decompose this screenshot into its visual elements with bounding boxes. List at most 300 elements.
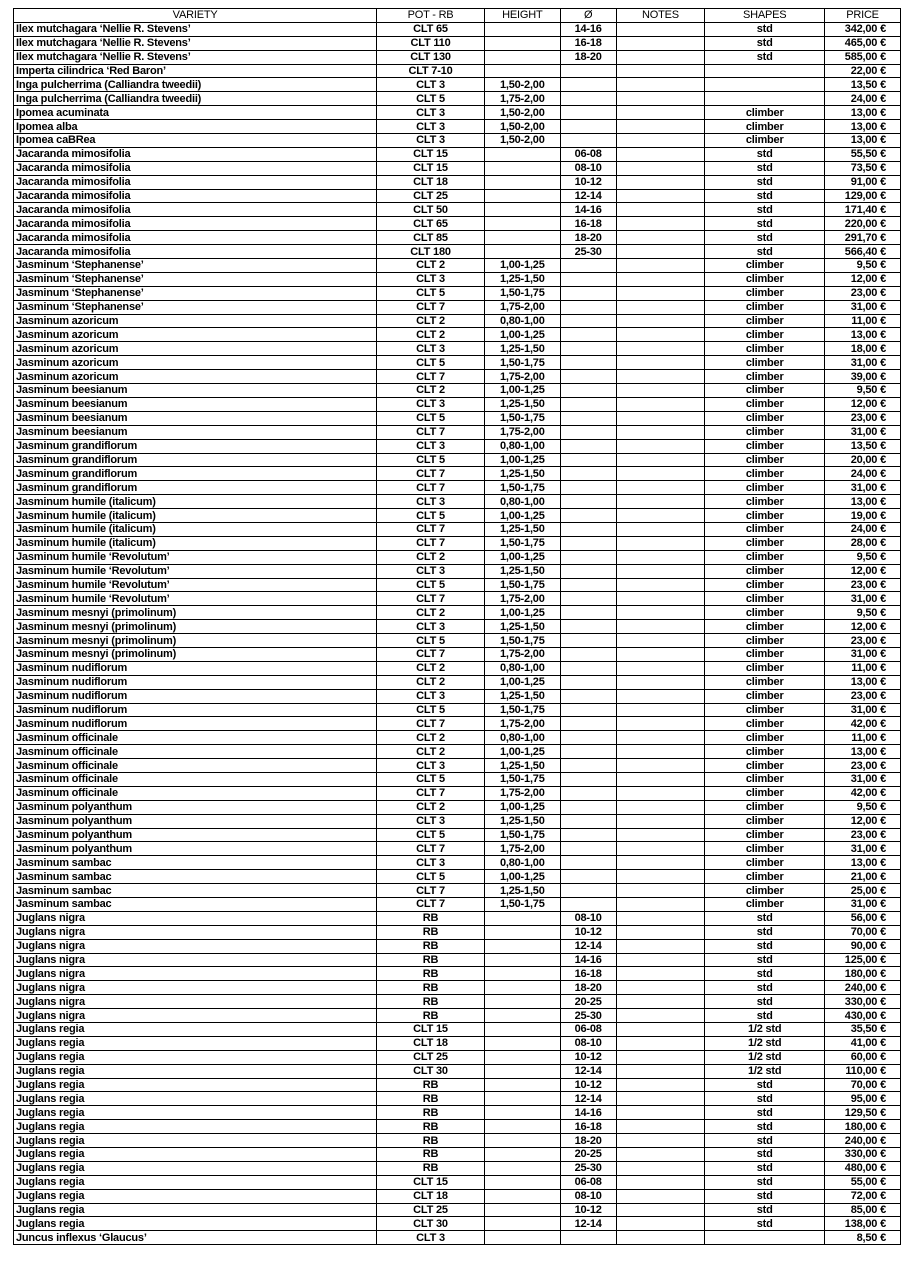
cell-variety: Jasminum ‘Stephanense’ (14, 300, 377, 314)
cell-height: 1,00-1,25 (484, 675, 560, 689)
cell-notes (616, 161, 705, 175)
cell-height: 1,00-1,25 (484, 606, 560, 620)
table-row (14, 800, 901, 814)
cell-diameter: 20-25 (560, 995, 616, 1009)
table-row (14, 536, 901, 550)
cell-height (484, 967, 560, 981)
cell-shapes: std (705, 245, 825, 259)
cell-price: 24,00 € (825, 467, 901, 481)
cell-diameter (560, 842, 616, 856)
cell-price: 480,00 € (825, 1161, 901, 1175)
cell-diameter (560, 536, 616, 550)
cell-height (484, 203, 560, 217)
table-row (14, 953, 901, 967)
cell-pot-rb: CLT 7 (377, 842, 485, 856)
cell-height (484, 911, 560, 925)
cell-variety: Juglans regia (14, 1175, 377, 1189)
cell-variety: Jacaranda mimosifolia (14, 147, 377, 161)
cell-diameter: 10-12 (560, 175, 616, 189)
table-row (14, 1161, 901, 1175)
cell-price: 35,50 € (825, 1023, 901, 1037)
cell-variety: Jacaranda mimosifolia (14, 203, 377, 217)
cell-height (484, 64, 560, 78)
cell-diameter: 14-16 (560, 203, 616, 217)
cell-notes (616, 203, 705, 217)
cell-height (484, 1120, 560, 1134)
cell-notes (616, 439, 705, 453)
cell-pot-rb: CLT 7 (377, 481, 485, 495)
cell-height: 1,25-1,50 (484, 689, 560, 703)
cell-price: 56,00 € (825, 911, 901, 925)
table-row (14, 147, 901, 161)
cell-price: 330,00 € (825, 1148, 901, 1162)
cell-variety: Jasminum nudiflorum (14, 661, 377, 675)
cell-variety: Jasminum azoricum (14, 370, 377, 384)
cell-price: 13,50 € (825, 439, 901, 453)
cell-pot-rb: CLT 2 (377, 731, 485, 745)
cell-pot-rb: CLT 3 (377, 78, 485, 92)
cell-variety: Jasminum officinale (14, 759, 377, 773)
cell-height: 1,25-1,50 (484, 467, 560, 481)
cell-notes (616, 884, 705, 898)
cell-diameter: 12-14 (560, 1064, 616, 1078)
cell-shapes: climber (705, 425, 825, 439)
cell-variety: Inga pulcherrima (Calliandra tweedii) (14, 92, 377, 106)
cell-diameter (560, 328, 616, 342)
cell-height (484, 217, 560, 231)
cell-price: 39,00 € (825, 370, 901, 384)
cell-price: 24,00 € (825, 522, 901, 536)
cell-diameter (560, 397, 616, 411)
cell-variety: Jasminum nudiflorum (14, 689, 377, 703)
cell-diameter: 25-30 (560, 1009, 616, 1023)
cell-notes (616, 286, 705, 300)
cell-shapes: climber (705, 647, 825, 661)
cell-diameter: 16-18 (560, 967, 616, 981)
table-row (14, 731, 901, 745)
cell-variety: Juglans nigra (14, 911, 377, 925)
cell-diameter (560, 592, 616, 606)
cell-pot-rb: CLT 2 (377, 550, 485, 564)
cell-variety: Juglans nigra (14, 967, 377, 981)
header-height: HEIGHT (484, 9, 560, 23)
cell-pot-rb: RB (377, 1148, 485, 1162)
cell-pot-rb: RB (377, 1009, 485, 1023)
cell-height: 0,80-1,00 (484, 439, 560, 453)
table-row (14, 786, 901, 800)
cell-pot-rb: CLT 2 (377, 259, 485, 273)
table-body (14, 22, 901, 1244)
cell-pot-rb: CLT 3 (377, 759, 485, 773)
cell-shapes: climber (705, 884, 825, 898)
cell-notes (616, 1050, 705, 1064)
cell-shapes: climber (705, 481, 825, 495)
cell-height (484, 1231, 560, 1245)
cell-height: 0,80-1,00 (484, 856, 560, 870)
table-row (14, 36, 901, 50)
cell-pot-rb: CLT 7-10 (377, 64, 485, 78)
cell-diameter: 25-30 (560, 245, 616, 259)
cell-height: 1,50-1,75 (484, 411, 560, 425)
cell-shapes: std (705, 147, 825, 161)
cell-notes (616, 550, 705, 564)
cell-variety: Juglans nigra (14, 981, 377, 995)
cell-shapes: climber (705, 842, 825, 856)
cell-pot-rb: CLT 7 (377, 425, 485, 439)
cell-height: 1,75-2,00 (484, 842, 560, 856)
cell-notes (616, 578, 705, 592)
cell-diameter (560, 300, 616, 314)
cell-diameter (560, 64, 616, 78)
cell-diameter (560, 870, 616, 884)
table-row (14, 772, 901, 786)
cell-diameter (560, 564, 616, 578)
cell-height: 1,00-1,25 (484, 259, 560, 273)
cell-variety: Juglans regia (14, 1148, 377, 1162)
cell-price: 8,50 € (825, 1231, 901, 1245)
cell-pot-rb: CLT 3 (377, 495, 485, 509)
cell-height: 1,25-1,50 (484, 814, 560, 828)
cell-height (484, 1217, 560, 1231)
table-row (14, 981, 901, 995)
cell-price: 31,00 € (825, 481, 901, 495)
cell-variety: Ipomea alba (14, 120, 377, 134)
cell-height (484, 939, 560, 953)
cell-shapes: climber (705, 439, 825, 453)
cell-shapes: climber (705, 106, 825, 120)
cell-price: 23,00 € (825, 634, 901, 648)
cell-price: 11,00 € (825, 314, 901, 328)
cell-height (484, 1161, 560, 1175)
cell-shapes: std (705, 50, 825, 64)
cell-notes (616, 911, 705, 925)
cell-shapes: 1/2 std (705, 1023, 825, 1037)
cell-pot-rb: CLT 5 (377, 870, 485, 884)
cell-price: 55,00 € (825, 1175, 901, 1189)
cell-notes (616, 1217, 705, 1231)
cell-notes (616, 106, 705, 120)
cell-diameter (560, 675, 616, 689)
cell-notes (616, 800, 705, 814)
cell-shapes: std (705, 1175, 825, 1189)
cell-height: 1,50-2,00 (484, 120, 560, 134)
cell-height (484, 1050, 560, 1064)
table-row (14, 328, 901, 342)
cell-pot-rb: CLT 5 (377, 634, 485, 648)
table-row (14, 1148, 901, 1162)
cell-shapes: climber (705, 856, 825, 870)
cell-price: 566,40 € (825, 245, 901, 259)
cell-shapes: std (705, 175, 825, 189)
cell-notes (616, 481, 705, 495)
cell-variety: Juglans regia (14, 1161, 377, 1175)
table-row (14, 578, 901, 592)
cell-variety: Jacaranda mimosifolia (14, 161, 377, 175)
cell-price: 13,00 € (825, 328, 901, 342)
table-row (14, 467, 901, 481)
cell-pot-rb: CLT 2 (377, 800, 485, 814)
cell-height: 1,00-1,25 (484, 800, 560, 814)
cell-notes (616, 1106, 705, 1120)
cell-diameter (560, 370, 616, 384)
cell-variety: Jacaranda mimosifolia (14, 231, 377, 245)
cell-shapes: climber (705, 564, 825, 578)
cell-price: 90,00 € (825, 939, 901, 953)
cell-variety: Juglans regia (14, 1217, 377, 1231)
cell-notes (616, 661, 705, 675)
cell-pot-rb: RB (377, 911, 485, 925)
table-row (14, 967, 901, 981)
cell-height: 1,25-1,50 (484, 342, 560, 356)
cell-shapes: climber (705, 495, 825, 509)
cell-shapes: std (705, 995, 825, 1009)
cell-variety: Jasminum nudiflorum (14, 703, 377, 717)
cell-shapes: std (705, 1161, 825, 1175)
cell-shapes: std (705, 981, 825, 995)
cell-pot-rb: RB (377, 939, 485, 953)
cell-price: 55,50 € (825, 147, 901, 161)
cell-variety: Juglans regia (14, 1078, 377, 1092)
cell-variety: Jasminum sambac (14, 870, 377, 884)
cell-pot-rb: CLT 18 (377, 1036, 485, 1050)
cell-shapes (705, 92, 825, 106)
table-row (14, 689, 901, 703)
cell-pot-rb: CLT 110 (377, 36, 485, 50)
table-row (14, 397, 901, 411)
cell-diameter: 06-08 (560, 1175, 616, 1189)
table-row (14, 203, 901, 217)
cell-price: 18,00 € (825, 342, 901, 356)
cell-pot-rb: RB (377, 995, 485, 1009)
cell-pot-rb: RB (377, 1106, 485, 1120)
table-row (14, 814, 901, 828)
table-row (14, 120, 901, 134)
cell-diameter (560, 481, 616, 495)
cell-pot-rb: CLT 5 (377, 286, 485, 300)
table-row (14, 1217, 901, 1231)
cell-notes (616, 425, 705, 439)
cell-variety: Jasminum humile (italicum) (14, 522, 377, 536)
cell-shapes: climber (705, 717, 825, 731)
cell-diameter: 08-10 (560, 161, 616, 175)
table-row (14, 245, 901, 259)
cell-pot-rb: CLT 15 (377, 1175, 485, 1189)
cell-pot-rb: CLT 3 (377, 106, 485, 120)
cell-pot-rb: RB (377, 967, 485, 981)
cell-shapes: climber (705, 522, 825, 536)
cell-pot-rb: CLT 2 (377, 328, 485, 342)
cell-notes (616, 342, 705, 356)
cell-pot-rb: CLT 7 (377, 300, 485, 314)
cell-pot-rb: CLT 3 (377, 120, 485, 134)
table-row (14, 995, 901, 1009)
cell-pot-rb: CLT 3 (377, 397, 485, 411)
cell-height (484, 161, 560, 175)
table-row (14, 1092, 901, 1106)
header-shapes: SHAPES (705, 9, 825, 23)
cell-price: 12,00 € (825, 397, 901, 411)
cell-height: 1,50-1,75 (484, 286, 560, 300)
cell-pot-rb: CLT 3 (377, 689, 485, 703)
cell-notes (616, 22, 705, 36)
cell-pot-rb: CLT 25 (377, 189, 485, 203)
cell-variety: Jasminum ‘Stephanense’ (14, 272, 377, 286)
cell-height: 1,75-2,00 (484, 370, 560, 384)
table-row (14, 231, 901, 245)
cell-pot-rb: CLT 5 (377, 828, 485, 842)
cell-shapes: std (705, 1092, 825, 1106)
cell-variety: Jasminum humile ‘Revolutum’ (14, 578, 377, 592)
cell-notes (616, 328, 705, 342)
cell-diameter (560, 759, 616, 773)
table-row (14, 550, 901, 564)
cell-price: 180,00 € (825, 1120, 901, 1134)
cell-price: 585,00 € (825, 50, 901, 64)
cell-diameter (560, 647, 616, 661)
cell-diameter: 06-08 (560, 1023, 616, 1037)
table-row (14, 217, 901, 231)
cell-price: 180,00 € (825, 967, 901, 981)
cell-shapes: std (705, 203, 825, 217)
cell-shapes: climber (705, 536, 825, 550)
cell-price: 12,00 € (825, 620, 901, 634)
cell-price: 138,00 € (825, 1217, 901, 1231)
cell-height: 1,75-2,00 (484, 92, 560, 106)
cell-variety: Jasminum beesianum (14, 384, 377, 398)
cell-shapes: climber (705, 745, 825, 759)
cell-shapes: climber (705, 675, 825, 689)
cell-price: 11,00 € (825, 731, 901, 745)
cell-price: 60,00 € (825, 1050, 901, 1064)
cell-shapes: climber (705, 898, 825, 912)
cell-height (484, 1203, 560, 1217)
cell-pot-rb: RB (377, 925, 485, 939)
cell-diameter: 14-16 (560, 1106, 616, 1120)
cell-pot-rb: CLT 5 (377, 453, 485, 467)
table-row (14, 286, 901, 300)
cell-price: 13,00 € (825, 675, 901, 689)
cell-pot-rb: CLT 2 (377, 661, 485, 675)
cell-height: 1,25-1,50 (484, 522, 560, 536)
cell-diameter: 12-14 (560, 939, 616, 953)
cell-variety: Jasminum mesnyi (primolinum) (14, 606, 377, 620)
cell-price: 41,00 € (825, 1036, 901, 1050)
cell-shapes: 1/2 std (705, 1050, 825, 1064)
table-row (14, 856, 901, 870)
cell-price: 23,00 € (825, 828, 901, 842)
cell-diameter: 18-20 (560, 1134, 616, 1148)
cell-notes (616, 536, 705, 550)
cell-variety: Jasminum azoricum (14, 342, 377, 356)
cell-notes (616, 1009, 705, 1023)
cell-shapes: climber (705, 370, 825, 384)
cell-variety: Juglans regia (14, 1134, 377, 1148)
table-row (14, 189, 901, 203)
cell-notes (616, 953, 705, 967)
cell-height (484, 50, 560, 64)
cell-diameter (560, 134, 616, 148)
cell-variety: Jasminum humile (italicum) (14, 495, 377, 509)
cell-notes (616, 1092, 705, 1106)
cell-diameter (560, 314, 616, 328)
cell-variety: Juglans regia (14, 1120, 377, 1134)
table-row (14, 759, 901, 773)
cell-diameter (560, 522, 616, 536)
table-row (14, 745, 901, 759)
cell-shapes (705, 1231, 825, 1245)
cell-shapes: climber (705, 467, 825, 481)
cell-shapes: climber (705, 356, 825, 370)
table-row (14, 717, 901, 731)
cell-shapes: climber (705, 634, 825, 648)
table-row (14, 828, 901, 842)
cell-shapes: std (705, 22, 825, 36)
cell-price: 110,00 € (825, 1064, 901, 1078)
cell-height: 1,75-2,00 (484, 717, 560, 731)
cell-notes (616, 647, 705, 661)
header-notes: NOTES (616, 9, 705, 23)
cell-price: 12,00 € (825, 564, 901, 578)
table-row (14, 884, 901, 898)
table-row (14, 384, 901, 398)
cell-diameter: 25-30 (560, 1161, 616, 1175)
cell-price: 11,00 € (825, 661, 901, 675)
cell-price: 9,50 € (825, 550, 901, 564)
cell-notes (616, 828, 705, 842)
cell-variety: Jasminum beesianum (14, 425, 377, 439)
table-row (14, 272, 901, 286)
table-row (14, 300, 901, 314)
table-row (14, 842, 901, 856)
cell-price: 72,00 € (825, 1189, 901, 1203)
cell-variety: Ipomea acuminata (14, 106, 377, 120)
cell-notes (616, 50, 705, 64)
cell-height: 1,75-2,00 (484, 647, 560, 661)
cell-notes (616, 411, 705, 425)
cell-price: 330,00 € (825, 995, 901, 1009)
cell-pot-rb: CLT 3 (377, 1231, 485, 1245)
cell-variety: Juglans regia (14, 1092, 377, 1106)
table-row (14, 453, 901, 467)
cell-height (484, 1023, 560, 1037)
cell-variety: Juglans nigra (14, 1009, 377, 1023)
cell-notes (616, 1231, 705, 1245)
cell-price: 465,00 € (825, 36, 901, 50)
cell-shapes: climber (705, 606, 825, 620)
cell-shapes: climber (705, 411, 825, 425)
cell-height: 1,50-1,75 (484, 356, 560, 370)
cell-height: 1,75-2,00 (484, 425, 560, 439)
cell-pot-rb: CLT 30 (377, 1064, 485, 1078)
cell-shapes: std (705, 161, 825, 175)
cell-notes (616, 967, 705, 981)
cell-notes (616, 1148, 705, 1162)
cell-shapes: std (705, 1009, 825, 1023)
cell-shapes: climber (705, 578, 825, 592)
cell-notes (616, 370, 705, 384)
cell-pot-rb: CLT 7 (377, 717, 485, 731)
cell-pot-rb: CLT 65 (377, 217, 485, 231)
cell-notes (616, 717, 705, 731)
cell-pot-rb: CLT 50 (377, 203, 485, 217)
cell-diameter (560, 495, 616, 509)
table-row (14, 898, 901, 912)
cell-height (484, 1175, 560, 1189)
cell-pot-rb: CLT 5 (377, 509, 485, 523)
cell-notes (616, 300, 705, 314)
cell-variety: Jasminum ‘Stephanense’ (14, 286, 377, 300)
cell-notes (616, 78, 705, 92)
